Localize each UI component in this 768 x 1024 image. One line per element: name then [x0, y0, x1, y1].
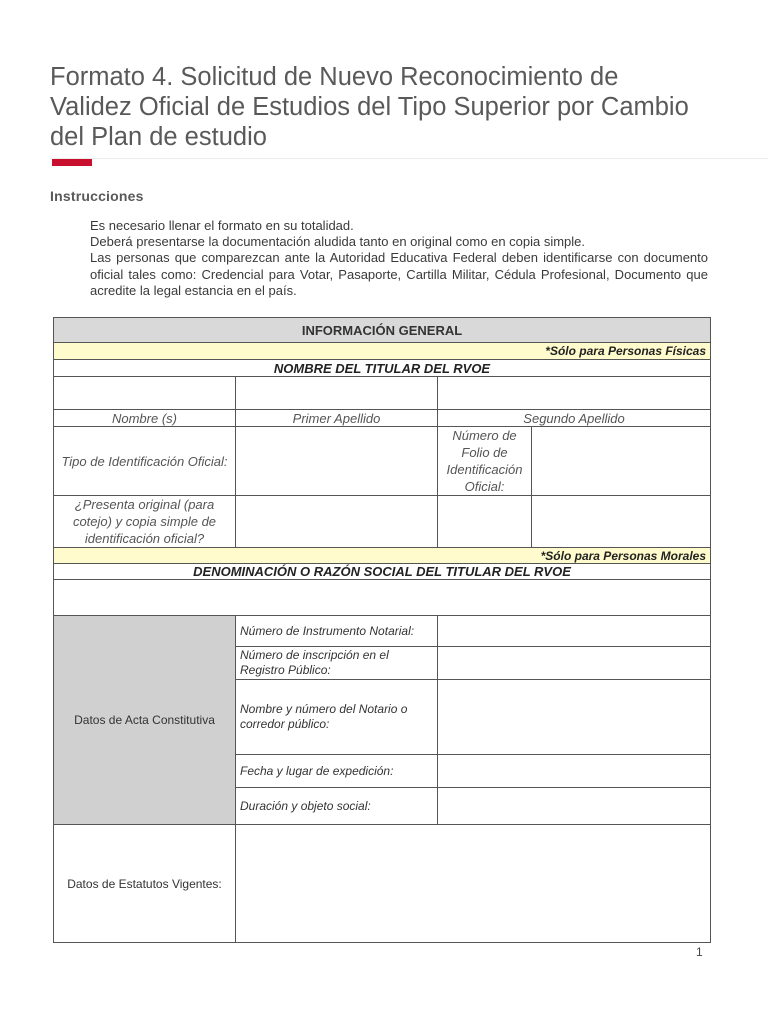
nombre-field[interactable] [54, 377, 236, 410]
form-header: INFORMACIÓN GENERAL [54, 318, 711, 343]
instructions-list [66, 218, 708, 299]
titular-heading: NOMBRE DEL TITULAR DEL RVOE [54, 360, 711, 377]
notario-field[interactable] [438, 680, 711, 755]
nombre-caption: Nombre (s) [54, 410, 236, 427]
estatutos-vigentes-label: Datos de Estatutos Vigentes: [54, 825, 236, 943]
duracion-objeto-label: Duración y objeto social: [236, 788, 438, 825]
instruction-item: Deberá presentarse la documentación aludida tanto en original como en copia simple. [90, 234, 586, 250]
presenta-original-label: ¿Presenta original (para cotejo) y copia simple de identificación oficial? [54, 496, 236, 548]
personas-fisicas-note: *Sólo para Personas Físicas [54, 343, 711, 360]
denominacion-field[interactable] [54, 580, 711, 616]
page-number: 1 [696, 945, 703, 959]
segundo-apellido-caption: Segundo Apellido [438, 410, 711, 427]
title-divider [50, 158, 768, 159]
general-info-form [53, 317, 711, 943]
inscripcion-registro-field[interactable] [438, 647, 711, 680]
inscripcion-registro-label: Número de inscripción en el Registro Público: [236, 647, 438, 680]
presenta-original-extra-field-2[interactable] [532, 496, 711, 548]
personas-morales-note: *Sólo para Personas Morales [54, 548, 711, 564]
fecha-lugar-label: Fecha y lugar de expedición: [236, 755, 438, 788]
instruction-item: Las personas que comparezcan ante la Autoridad Educativa Federal deben identificarse con documento oficial tales como: Credencial para Votar, Pasaporte, Cartilla Militar, Cédula Profesional, Documento que acredite la legal estancia en el país. [90, 250, 708, 298]
segundo-apellido-field[interactable] [438, 377, 711, 410]
primer-apellido-field[interactable] [236, 377, 438, 410]
acta-constitutiva-label: Datos de Acta Constitutiva [54, 616, 236, 825]
notario-label: Nombre y número del Notario o corredor público: [236, 680, 438, 755]
fecha-lugar-field[interactable] [438, 755, 711, 788]
presenta-original-field[interactable] [236, 496, 438, 548]
duracion-objeto-field[interactable] [438, 788, 711, 825]
instrumento-notarial-label: Número de Instrumento Notarial: [236, 616, 438, 647]
denominacion-heading: DENOMINACIÓN O RAZÓN SOCIAL DEL TITULAR DEL RVOE [54, 564, 711, 580]
primer-apellido-caption: Primer Apellido [236, 410, 438, 427]
document-title: Formato 4. Solicitud de Nuevo Reconocimiento de Validez Oficial de Estudios del Tipo Superior por Cambio del Plan de estudio [50, 63, 689, 151]
title-accent-bar [52, 159, 92, 166]
instruction-item: Es necesario llenar el formato en su totalidad. [90, 218, 354, 233]
tipo-identificacion-field[interactable] [236, 427, 438, 496]
tipo-identificacion-label: Tipo de Identificación Oficial: [54, 427, 236, 496]
numero-folio-field[interactable] [532, 427, 711, 496]
numero-folio-label: Número de Folio de Identificación Oficial: [438, 427, 532, 496]
instructions-heading: Instrucciones [50, 188, 144, 204]
presenta-original-extra-field[interactable] [438, 496, 532, 548]
estatutos-vigentes-field[interactable] [236, 825, 711, 943]
instrumento-notarial-field[interactable] [438, 616, 711, 647]
